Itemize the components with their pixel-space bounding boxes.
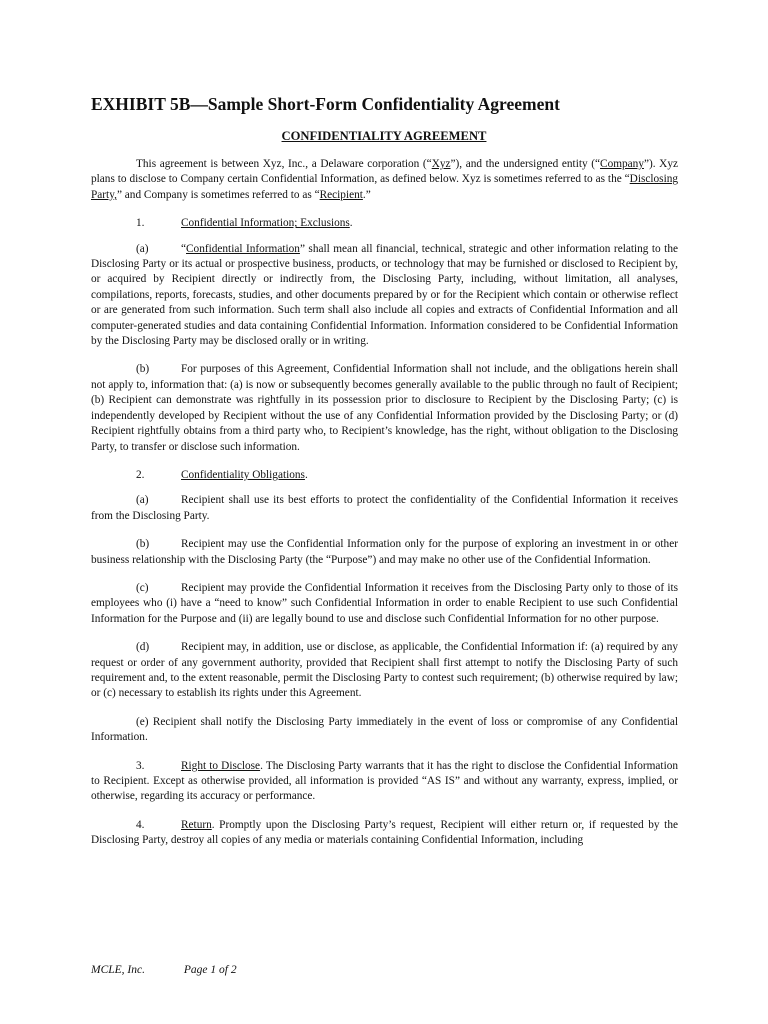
defined-term-recipient: Recipient <box>319 188 363 201</box>
agreement-heading: CONFIDENTIALITY AGREEMENT <box>281 129 487 143</box>
paragraph-1b: (b) For purposes of this Agreement, Confidential Information shall not include, and the obligations herein shall not apply to, information that: (a) is now or subsequently becomes generally available to the public through no fault of Recipient; (b) Recipient can demonstrate was rightfully in its possession prior to disclosure to Recipient by the Disclosing Party; (c) is independently developed by Recipient without the use of any Confidential Information provided by the Disclosing Party; or (d) Recipient rightfully obtains from a third party who, to Recipient’s knowledge, has the right, without obligation to the Disclosing Party, to transfer or disclose such information. <box>91 363 678 453</box>
section-3-title: Right to Disclose <box>181 759 261 772</box>
intro-paragraph: This agreement is between Xyz, Inc., a Delaware corporation (“Xyz”), and the undersigned entity (“Company”). Xyz plans to disclose to Company certain Confidential Information, as defined below. Xyz is sometimes referred to as the “Disclosing Party,” and Company is sometimes referred to as “Recipient.” <box>91 158 679 201</box>
paragraph-1a: (a) “Confidential Information” shall mean all financial, technical, strategic and other information relating to the Disclosing Party or its actual or prospective business, products, or technology that may be furnished or disclosed to Recipient by, or acquired by Recipient directly or indirectly from, the Disclosing Party, including, without limitation, all analyses, compilations, reports, forecasts, studies, and other documents prepared by or for the Recipient which contain or otherwise reflect or are generated from such information. Such term shall also include all copies and extracts of Confidential Information and all computer-generated studies and data containing Confidential Information. Information considered to be Confidential Information by the Disclosing Party may be disclosed orally or in writing. <box>91 242 678 348</box>
exhibit-title: EXHIBIT 5B—Sample Short-Form Confidentiality Agreement <box>91 94 560 114</box>
agreement-body <box>91 157 678 862</box>
section-3: 3. Right to Disclose. The Disclosing Party warrants that it has the right to disclose the Confidential Information to Recipient. Except as otherwise provided, all information is provided “AS IS” and without any warranty, express, implied, or otherwise, regarding its accuracy or performance. <box>91 759 679 803</box>
paragraph-2d: (d) Recipient may, in addition, use or disclose, as applicable, the Confidential Information if: (a) required by any request or order of any government authority, provided that Recipient shall first attempt to notify the Disclosing Party of such requirement and, to the extent reasonable, permit the Disclosing Party to contest such requirement; (b) otherwise required by law; or (c) necessary to establish its rights under this Agreement. <box>91 641 678 700</box>
page-footer <box>91 964 237 976</box>
defined-term-xyz: Xyz <box>431 158 451 170</box>
section-4-title: Return <box>181 818 212 831</box>
paragraph-2c: (c) Recipient may provide the Confidential Information it receives from the Disclosing Party only to those of its employees who (i) have a “need to know” such Confidential Information in order to enable Recipient to use such Confidential Information for the Purpose and (ii) are legally bound to use and disclose such Confidential Information for no other purpose. <box>91 581 678 625</box>
paragraph-2e: (e) Recipient shall notify the Disclosing Party immediately in the event of loss or compromise of any Confidential Information. <box>91 715 678 744</box>
paragraph-2b: (b) Recipient may use the Confidential Information only for the purpose of exploring an investment in or other business relationship with the Disclosing Party (the “Purpose”) and may make no other use of the Confidential Information. <box>91 538 678 566</box>
section-heading-1: 1. Confidential Information; Exclusions. <box>136 217 353 230</box>
section-4: 4. Return. Promptly upon the Disclosing Party’s request, Recipient will either return or, if requested by the Disclosing Party, destroy all copies of any media or materials containing Confidential Information, including <box>91 818 678 847</box>
defined-term-company: Company <box>600 158 644 170</box>
defined-term-disclosing-party: Disclosing Party, <box>91 173 678 201</box>
section-heading-2: 2. Confidentiality Obligations. <box>136 468 308 481</box>
footer-organization: MCLE, Inc. <box>91 964 145 976</box>
footer-page-number: Page 1 of 2 <box>183 964 237 976</box>
paragraph-2a: (a) Recipient shall use its best efforts to protect the confidentiality of the Confidential Information it receives from the Disclosing Party. <box>91 494 678 522</box>
defined-term-confidential-information: Confidential Information <box>186 242 300 255</box>
